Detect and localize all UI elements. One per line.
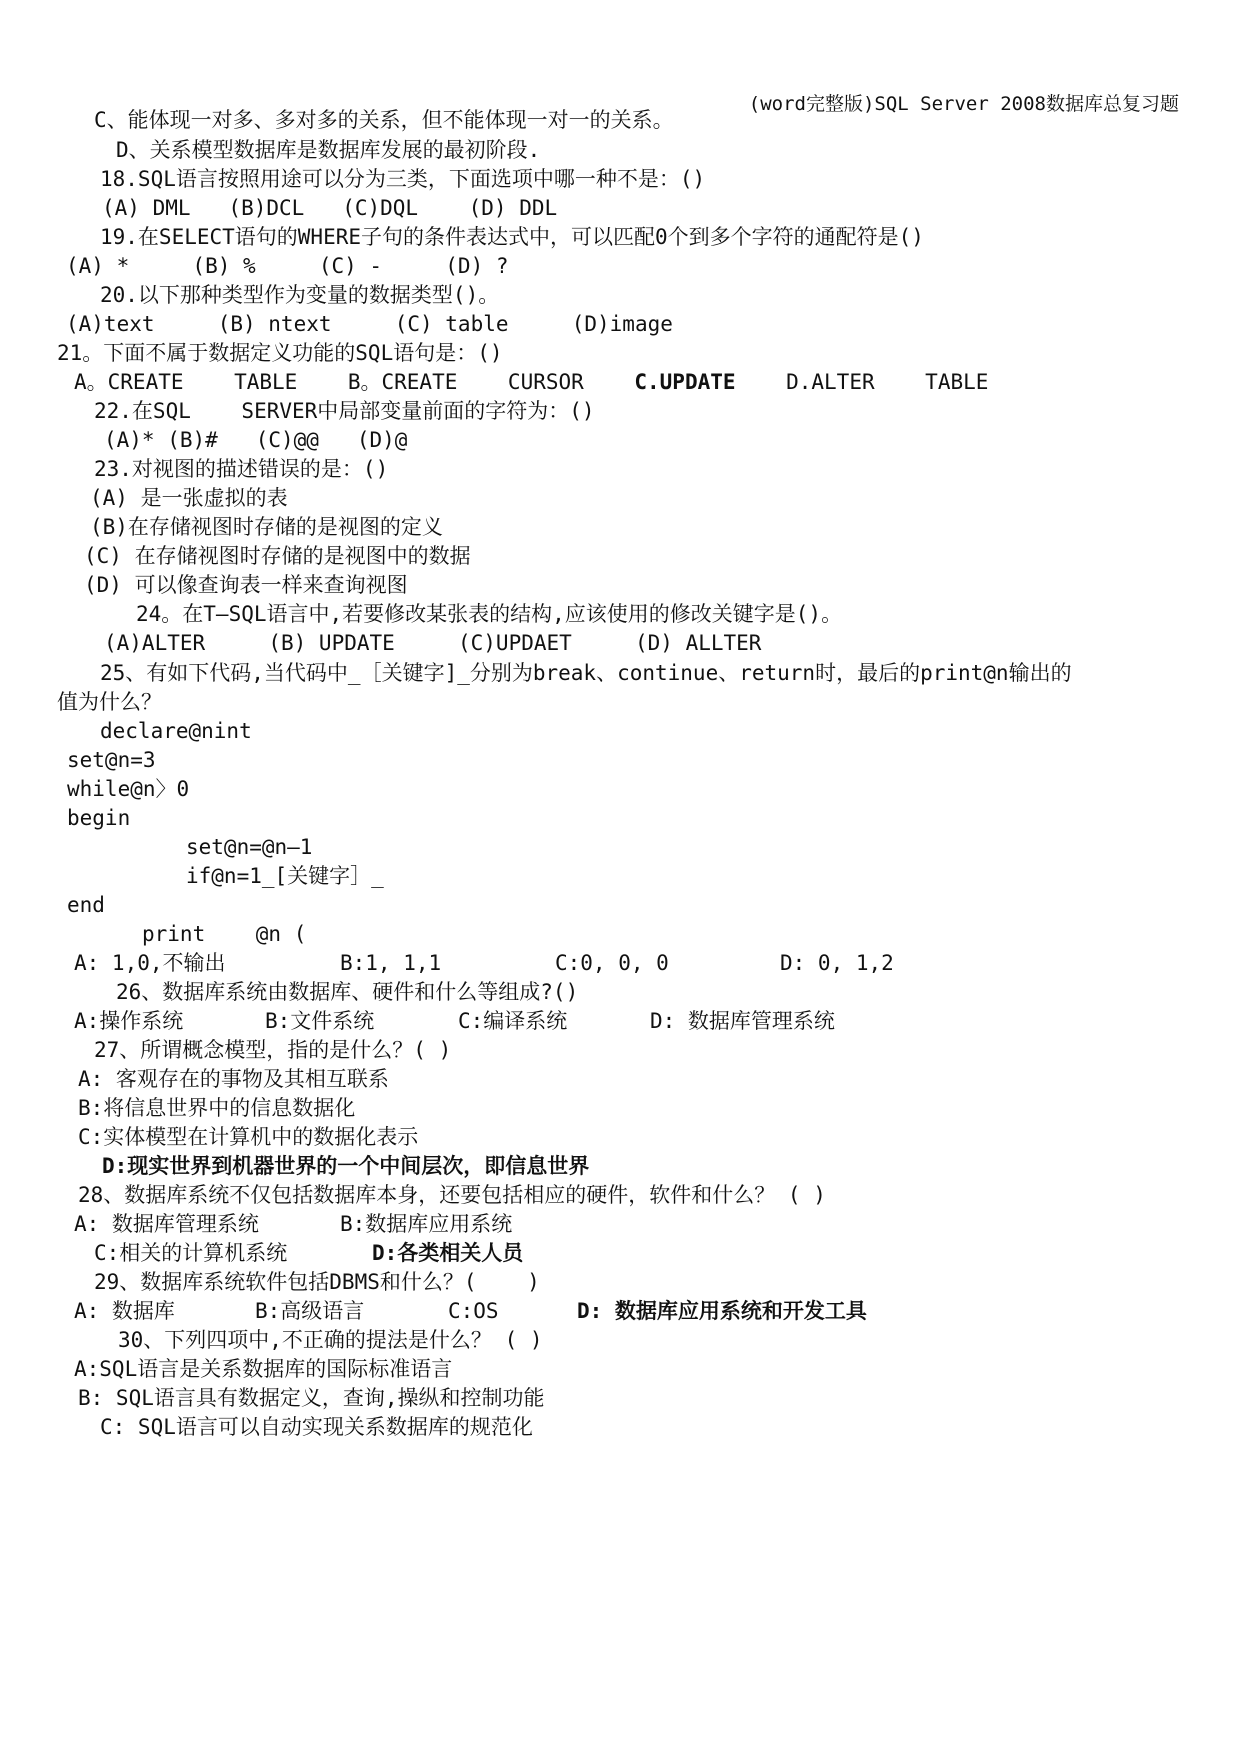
option-c-line: C、能体现一对多、多对多的关系，但不能体现一对一的关系。 [94,108,674,132]
question-24-options: (A)ALTER (B) UPDATE (C)UPDAET (D) ALLTER [104,631,762,655]
code-line: while@n〉0 [67,777,190,801]
code-line: begin [67,806,131,830]
question-23-option-d: (D) 可以像查询表一样来查询视图 [84,573,408,597]
question-20-options: (A)text (B) ntext (C) table (D)image [66,312,673,336]
question-30: 30、下列四项中,不正确的提法是什么？ ( ) [118,1328,543,1352]
question-22-options: (A)* (B)# (C)@@ (D)@ [104,428,408,452]
question-28-option-d: D:各类相关人员 [372,1241,524,1265]
option-text: A。CREATE TABLE B。CREATE CURSOR [74,370,635,394]
question-18: 18.SQL语言按照用途可以分为三类，下面选项中哪一种不是：() [100,167,706,191]
question-19-options: (A) * (B) % (C) - (D) ? [66,254,509,278]
question-29: 29、数据库系统软件包括DBMS和什么？( ) [94,1270,540,1294]
question-23-option-a: (A) 是一张虚拟的表 [90,486,288,510]
question-27-option-b: B:将信息世界中的信息数据化 [78,1096,356,1120]
question-26: 26、数据库系统由数据库、硬件和什么等组成?() [116,980,579,1004]
question-22: 22.在SQL SERVER中局部变量前面的字符为：() [94,399,595,423]
question-21-options [74,369,988,395]
question-28-option-c: C:相关的计算机系统 [94,1241,288,1265]
code-line: set@n=@n—1 [186,835,313,859]
code-line: declare@nint [100,719,252,743]
question-29-option-d: D: 数据库应用系统和开发工具 [577,1299,867,1323]
question-21: 21。下面不属于数据定义功能的SQL语句是：() [57,341,503,365]
question-27-option-a: A: 客观存在的事物及其相互联系 [78,1067,389,1091]
question-26-option-c: C:编译系统 [458,1009,568,1033]
question-25-option-b: B:1, 1,1 [340,951,442,975]
question-30-option-c: C: SQL语言可以自动实现关系数据库的规范化 [100,1415,533,1439]
question-29-option-a: A: 数据库 [74,1299,175,1323]
question-25-option-c: C:0, 0, 0 [555,951,669,975]
question-25: 25、有如下代码,当代码中_［关键字]_分别为break、continue、return时，最后的print@n输出的 [100,661,1072,685]
question-20: 20.以下那种类型作为变量的数据类型()。 [100,283,500,307]
question-30-option-a: A:SQL语言是关系数据库的国际标准语言 [74,1357,453,1381]
question-29-option-b: B:高级语言 [255,1299,365,1323]
option-text: D.ALTER TABLE [735,370,989,394]
question-19: 19.在SELECT语句的WHERE子句的条件表达式中，可以匹配0个到多个字符的通配符是() [100,225,924,249]
code-line: if@n=1_[关键字］_ [186,864,384,888]
question-28-option-a: A: 数据库管理系统 [74,1212,259,1236]
question-25-cont: 值为什么？ [57,690,162,714]
question-23: 23.对视图的描述错误的是：() [94,457,389,481]
question-28: 28、数据库系统不仅包括数据库本身，还要包括相应的硬件，软件和什么？ ( ) [78,1183,826,1207]
code-line: end [67,893,105,917]
question-27-option-d: D:现实世界到机器世界的一个中间层次，即信息世界 [102,1154,590,1178]
question-29-option-c: C:OS [448,1299,499,1323]
question-27: 27、所谓概念模型，指的是什么？( ) [94,1038,452,1062]
option-d-line: D、关系模型数据库是数据库发展的最初阶段. [116,138,541,162]
question-30-option-b: B: SQL语言具有数据定义，查询,操纵和控制功能 [78,1386,545,1410]
question-24: 24。在T—SQL语言中,若要修改某张表的结构,应该使用的修改关键字是()。 [136,602,843,626]
question-25-option-a: A: 1,0,不输出 [74,951,226,975]
code-line: print @n ( [142,922,307,946]
question-28-option-b: B:数据库应用系统 [340,1212,513,1236]
question-23-option-b: (B)在存储视图时存储的是视图的定义 [90,515,443,539]
question-23-option-c: (C) 在存储视图时存储的是视图中的数据 [84,544,471,568]
answer-highlight: C.UPDATE [634,370,736,394]
page-header: (word完整版)SQL Server 2008数据库总复习题 [748,93,1179,115]
question-26-option-b: B:文件系统 [265,1009,375,1033]
question-25-option-d: D: 0, 1,2 [780,951,894,975]
code-line: set@n=3 [67,748,156,772]
question-18-options: (A) DML (B)DCL (C)DQL (D) DDL [102,196,558,220]
question-27-option-c: C:实体模型在计算机中的数据化表示 [78,1125,419,1149]
question-26-option-d: D: 数据库管理系统 [650,1009,835,1033]
question-26-option-a: A:操作系统 [74,1009,184,1033]
